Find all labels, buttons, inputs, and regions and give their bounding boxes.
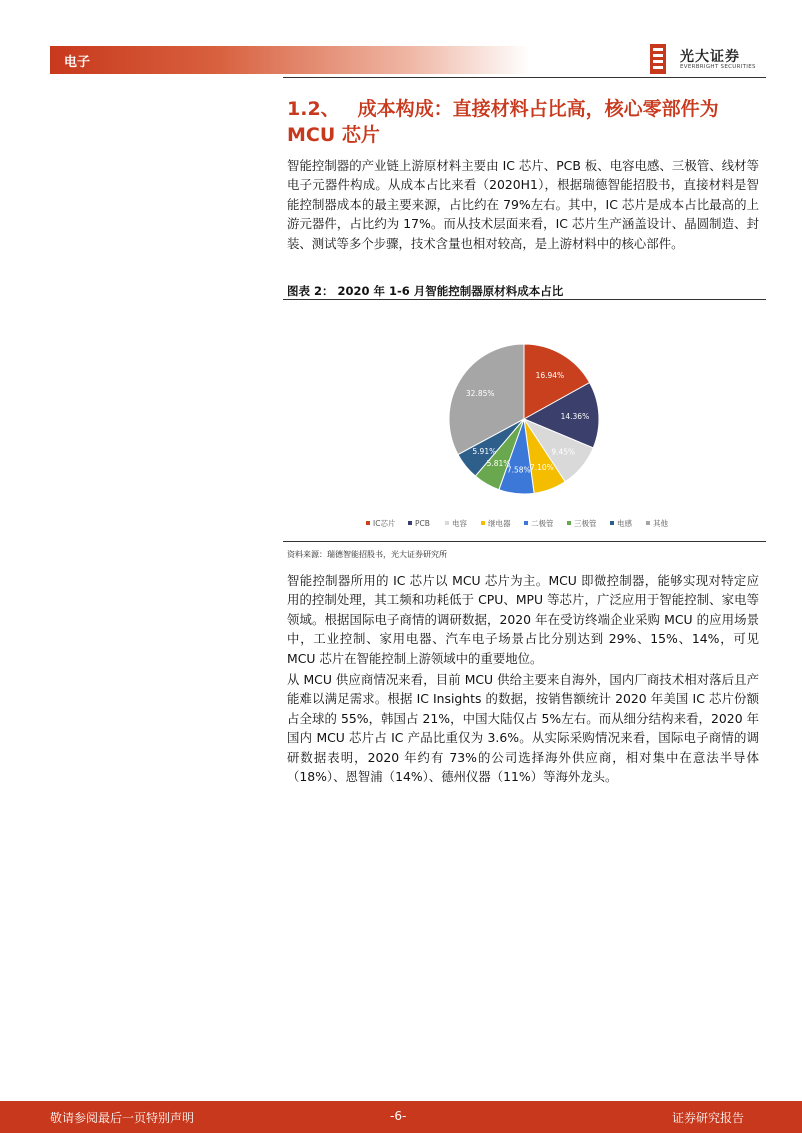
pie-label-2: 14.36% xyxy=(560,412,590,422)
pie-chart xyxy=(283,310,766,540)
footer-report-type: 证券研究报告 xyxy=(672,1111,745,1125)
figure-rule-top xyxy=(283,299,766,300)
footer-disclaimer: 敬请参阅最后一页特别声明 xyxy=(50,1111,195,1125)
legend-swatch-2 xyxy=(408,521,412,525)
figure-source: 资料来源：瑞德智能招股书，光大证券研究所 xyxy=(287,550,447,559)
page-number: -6- xyxy=(390,1109,407,1123)
legend-label-2: PCB xyxy=(415,519,430,528)
paragraph-3: 从 MCU 供应商情况来看，目前 MCU 供给主要来自海外，国内厂商技术相对落后且产能难以满足需求。根据 IC Insights 的数据，按销售额统计 2020 年美国 IC 芯片份额占全球的 55%，韩国占 21%，中国大陆仅占 5%左右。而从细分结构来看，2020 年国内 MCU 芯片占 IC 产品比重仅为 3.6%。从实际采购情况来看，国际电子商情的调研数据表明，2020 年约有 73%的公司选择海外供应商，相对集中在意法半导体（18%）、恩智浦（14%）、德州仪器（11%）等海外龙头。 xyxy=(287,672,759,785)
paragraph-1: 智能控制器的产业链上游原材料主要由 IC 芯片、PCB 板、电容电感、三极管、线材等电子元器件构成。从成本占比来看（2020H1），根据瑞德智能招股书，直接材料是智能控制器成本的最主要来源，占比约在 79%左右。其中，IC 芯片是成本占比最高的上游元器件，占比约为 17%。而从技术层面来看，IC 芯片生产涵盖设计、晶圆制造、封装、测试等多个步骤，技术含量也相对较高，是上游材料中的核心部件。 xyxy=(287,158,759,251)
legend-swatch-4 xyxy=(481,521,485,525)
legend-label-6: 三极管 xyxy=(574,519,597,528)
pie-label-3: 9.45% xyxy=(551,447,576,457)
legend-label-4: 继电器 xyxy=(488,519,511,528)
section-number: 1.2、 xyxy=(287,98,340,120)
pie-label-4: 7.10% xyxy=(529,462,554,472)
legend-label-5: 二极管 xyxy=(531,519,554,528)
legend-label-8: 其他 xyxy=(653,519,668,528)
pie-label-5: 7.58% xyxy=(506,465,531,475)
legend-swatch-7 xyxy=(610,521,614,525)
pie-label-6: 5.81% xyxy=(486,459,511,469)
footer xyxy=(0,1101,802,1133)
legend-label-3: 电容 xyxy=(452,519,467,528)
section-title-text: 成本构成：直接材料占比高，核心零部件为 MCU 芯片 xyxy=(287,98,719,146)
legend-swatch-6 xyxy=(567,521,571,525)
legend-swatch-8 xyxy=(646,521,650,525)
section-title xyxy=(287,96,757,148)
logo-subtitle: EVERBRIGHT SECURITIES xyxy=(680,64,756,70)
pie-label-8: 32.85% xyxy=(465,388,495,398)
legend-label-7: 电感 xyxy=(617,519,632,528)
logo-name: 光大证券 xyxy=(680,49,740,65)
section-label: 电子 xyxy=(64,55,91,70)
company-logo xyxy=(650,44,760,76)
legend-swatch-5 xyxy=(524,521,528,525)
pie-label-1: 16.94% xyxy=(535,371,565,381)
header-band xyxy=(50,46,530,74)
legend-swatch-3 xyxy=(445,521,449,525)
figure-rule-bottom xyxy=(283,541,766,542)
pie-label-7: 5.91% xyxy=(472,447,497,457)
header-rule xyxy=(283,77,766,78)
figure-title: 图表 2： 2020 年 1-6 月智能控制器原材料成本占比 xyxy=(287,284,564,298)
logo-mark-icon xyxy=(650,44,666,74)
legend-label-1: IC芯片 xyxy=(373,519,396,528)
paragraph-2: 智能控制器所用的 IC 芯片以 MCU 芯片为主。MCU 即微控制器，能够实现对特定应用的控制处理，其工频和功耗低于 CPU、MPU 等芯片，广泛应用于智能控制、家电等领域。根据国际电子商情的调研数据，2020 年在受访终端企业采购 MCU 的应用场景中，工业控制、家用电器、汽车电子场景占比分别达到 29%、15%、14%，可见 MCU 芯片在智能控制上游领域中的重要地位。 xyxy=(287,573,759,666)
legend-swatch-1 xyxy=(366,521,370,525)
